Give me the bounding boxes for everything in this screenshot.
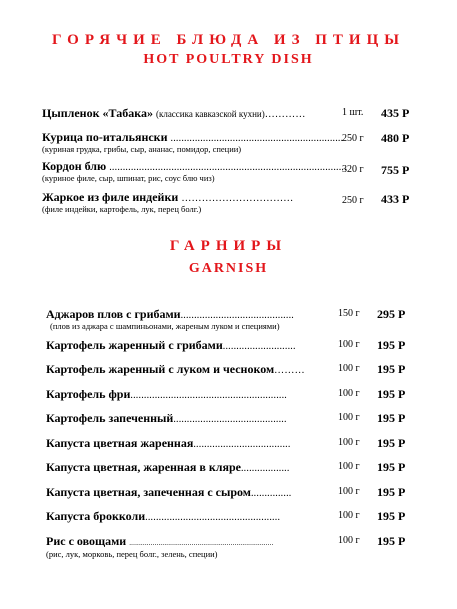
item-quantity: 250 г bbox=[342, 133, 364, 144]
section-title-ru: ГОРЯЧИЕ БЛЮДА ИЗ ПТИЦЫ bbox=[52, 32, 405, 48]
leader-dots: .......................................................................... bbox=[129, 539, 274, 547]
item-quantity: 150 г bbox=[338, 308, 360, 319]
item-quantity: 100 г bbox=[338, 535, 360, 546]
item-name: Аджаров плов с грибами bbox=[46, 307, 181, 321]
item-price: 195 Р bbox=[377, 485, 406, 499]
item-quantity: 100 г bbox=[338, 461, 360, 472]
leader-dots: .......................................... bbox=[173, 414, 287, 425]
item-name: Капуста брокколи bbox=[46, 509, 146, 523]
item-description: (плов из аджара с шампиньонами, жареным луком и специями) bbox=[50, 321, 280, 331]
item-name: Картофель жаренный с грибами bbox=[46, 338, 223, 352]
section-title-ru: ГАРНИРЫ bbox=[169, 238, 288, 254]
section-title-en: HOT POULTRY DISH bbox=[143, 52, 314, 67]
leader-dots: .......................................................... bbox=[130, 390, 288, 401]
menu-item bbox=[42, 106, 412, 126]
item-quantity: 320 г bbox=[342, 164, 364, 175]
menu-item bbox=[46, 411, 412, 427]
item-price: 195 Р bbox=[377, 509, 406, 523]
leader-dots: .................. bbox=[240, 463, 290, 474]
item-price: 195 Р bbox=[377, 362, 406, 376]
item-price: 195 Р bbox=[377, 411, 406, 425]
item-name: Жаркое из филе индейки bbox=[42, 190, 179, 204]
menu-item bbox=[46, 307, 412, 331]
menu-item bbox=[46, 387, 412, 403]
leader-dots: ............... bbox=[250, 488, 292, 499]
leader-dots: .......................................... bbox=[180, 310, 294, 321]
section-title-en: GARNISH bbox=[188, 261, 269, 276]
leader-dots: .................................................. bbox=[145, 512, 281, 523]
menu-item bbox=[46, 534, 412, 558]
item-name: Рис с овощами bbox=[46, 534, 127, 548]
menu-item bbox=[46, 436, 412, 452]
menu-item bbox=[46, 509, 412, 525]
leader-dots: ........................................................................................ bbox=[109, 162, 347, 173]
leader-dots: ................................................................ bbox=[170, 133, 344, 144]
leader-dots: ........................... bbox=[222, 341, 296, 352]
menu-item bbox=[42, 159, 412, 183]
item-name: Цыпленок «Табака» bbox=[42, 106, 153, 120]
menu-item bbox=[46, 485, 412, 501]
item-price: 195 Р bbox=[377, 534, 406, 548]
item-quantity: 100 г bbox=[338, 437, 360, 448]
menu-item bbox=[42, 190, 412, 214]
menu-item bbox=[46, 338, 412, 354]
item-quantity: 100 г bbox=[338, 388, 360, 399]
item-description: (куриное филе, сыр, шпинат, рис, соус блю чиз) bbox=[42, 173, 215, 183]
item-description: (рис, лук, морковь, перец болг., зелень, специи) bbox=[46, 549, 218, 559]
item-price: 480 Р bbox=[381, 131, 410, 145]
item-name: Картофель жаренный с луком и чесноком bbox=[46, 362, 275, 376]
item-price: 295 Р bbox=[377, 307, 406, 321]
item-price: 755 Р bbox=[381, 163, 410, 177]
item-name: Капуста цветная, запеченная с сыром bbox=[46, 485, 251, 499]
item-quantity: 100 г bbox=[338, 510, 360, 521]
item-quantity: 250 г bbox=[342, 195, 364, 206]
item-price: 435 Р bbox=[381, 106, 410, 120]
menu-item bbox=[46, 460, 412, 476]
item-quantity: 100 г bbox=[338, 486, 360, 497]
item-note: (классика кавказской кухни) bbox=[155, 109, 265, 119]
item-price: 195 Р bbox=[377, 460, 406, 474]
item-price: 195 Р bbox=[377, 387, 406, 401]
item-price: 195 Р bbox=[377, 338, 406, 352]
item-description: (куриная грудка, грибы, сыр, ананас, помидор, специи) bbox=[42, 144, 242, 154]
leader-dots: …………………………… bbox=[181, 193, 294, 204]
item-price: 195 Р bbox=[377, 436, 406, 450]
leader-dots: .................................... bbox=[193, 439, 291, 450]
item-name: Картофель запеченный bbox=[46, 411, 174, 425]
menu-item bbox=[46, 362, 412, 378]
item-name: Капуста цветная жаренная bbox=[46, 436, 194, 450]
item-name: Картофель фри bbox=[46, 387, 131, 401]
item-quantity: 100 г bbox=[338, 363, 360, 374]
item-name: Кордон блю bbox=[42, 159, 107, 173]
item-quantity: 100 г bbox=[338, 339, 360, 350]
item-name: Курица по-итальянски bbox=[42, 130, 168, 144]
item-name: Капуста цветная, жаренная в кляре bbox=[46, 460, 241, 474]
item-quantity: 1 шт. bbox=[342, 107, 364, 118]
item-quantity: 100 г bbox=[338, 412, 360, 423]
leader-dots: ……… bbox=[274, 365, 305, 376]
leader-dots: ………… bbox=[264, 109, 306, 120]
item-description: (филе индейки, картофель, лук, перец болг.) bbox=[42, 204, 202, 214]
menu-item bbox=[42, 130, 412, 154]
item-price: 433 Р bbox=[381, 192, 410, 206]
